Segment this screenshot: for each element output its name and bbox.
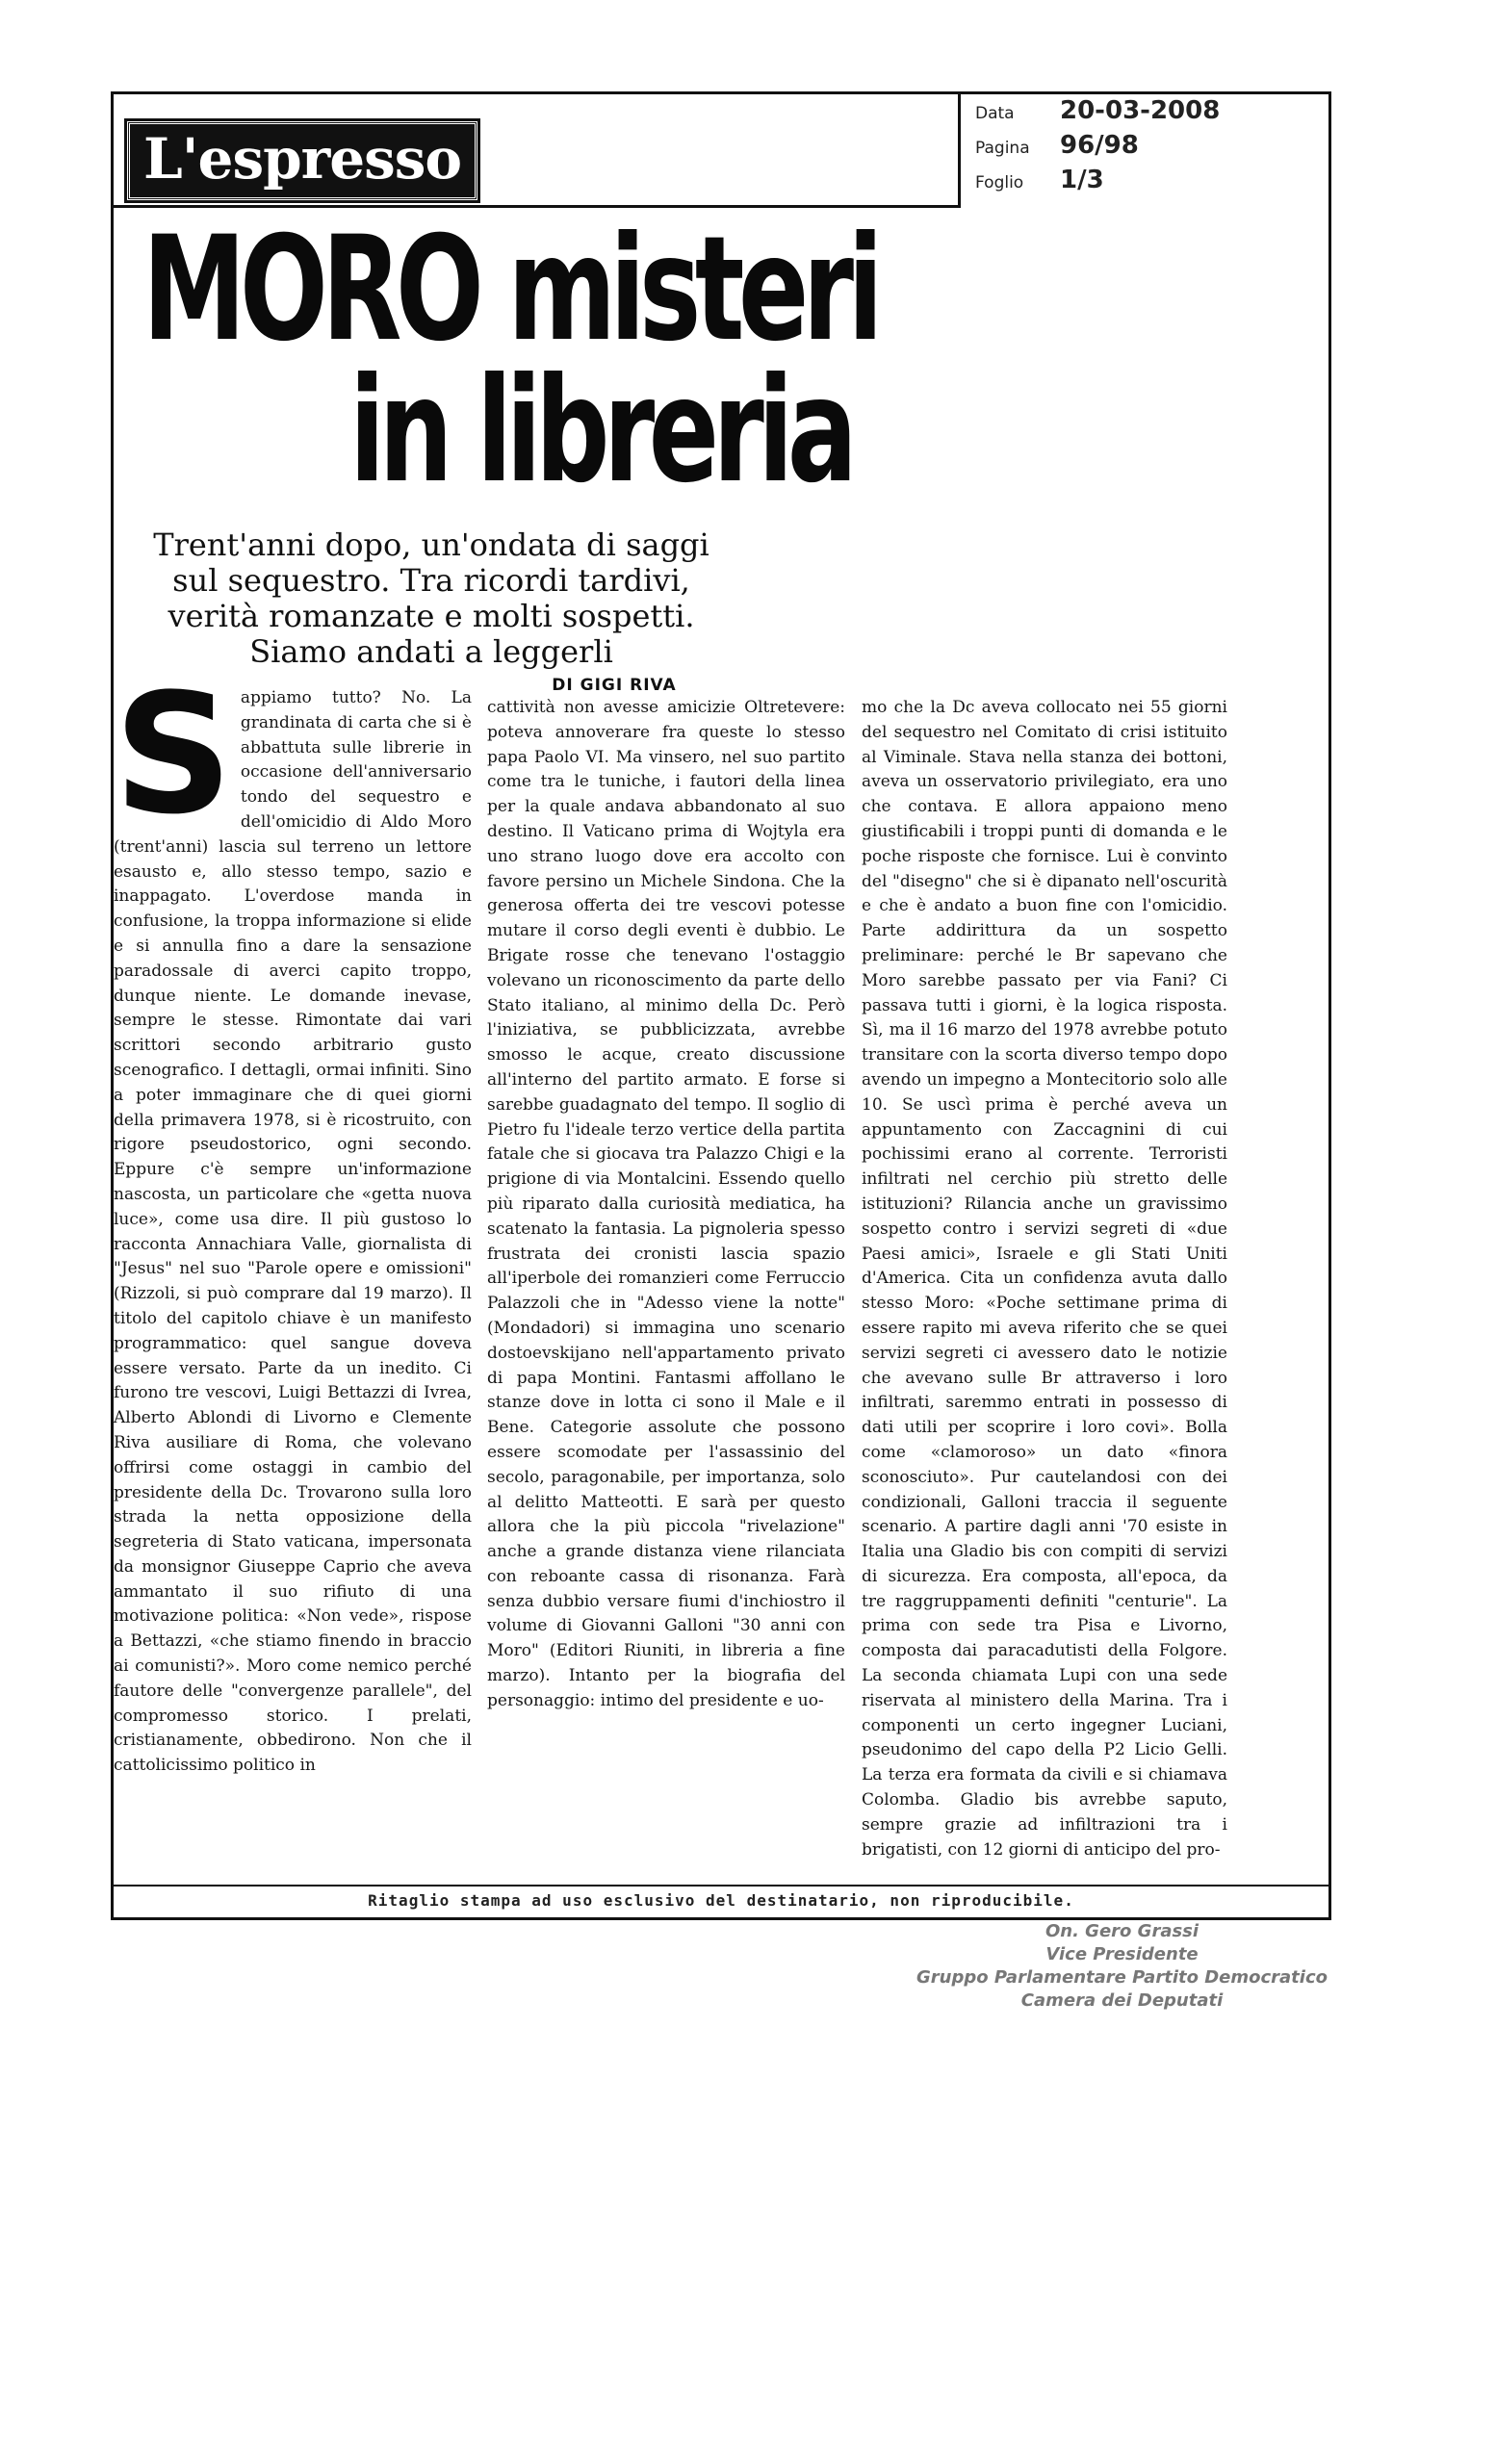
headline-line-2: in libreria [349, 347, 852, 515]
meta-foglio-value: 1/3 [1060, 166, 1104, 194]
meta-data-row [975, 96, 1220, 131]
clip-metadata [975, 94, 1322, 208]
meta-pagina-value: 96/98 [1060, 131, 1139, 160]
clipping-frame [111, 91, 1331, 1920]
column-2-text: cattività non avesse amicizie Oltretevere: poteva annoverare fra queste lo stesso papa Paolo VI. Ma vinsero, nel suo partito come tra le tuniche, i fautori della linea per la quale andava abbandonato al suo destino. Il Vaticano prima di Wojtyla era uno strano luogo dove era accolto con favore persino un Michele Sindona. Che la generosa offerta dei tre vescovi potesse mutare il corso degli eventi è dubbio. Le Brigate rosse che tenevano l'ostaggio volevano un riconoscimento da parte dello Stato italiano, al minimo della Dc. Però l'iniziativa, se pubblicizzata, avrebbe smosso le acque, creato discussione all'interno del partito armato. E forse si sarebbe guadagnato del tempo. Il soglio di Pietro fu l'ideale terzo vertice della partita fatale che si giocava tra Palazzo Chigi e la prigione di via Montalcini. Essendo quello più riparato dalla curiosità mediatica, ha scatenato la fantasia. La pignoleria spesso frustrata dei cronisti lascia spazio all'iperbole dei romanzieri come Ferruccio Palazzoli che in "Adesso viene la notte" (Mondadori) si immagina uno scenario dostoevskijano nell'appartamento privato di papa Montini. Fantasmi affollano le stanze dove in lotta ci sono il Male e il Bene. Categorie assolute che possono essere scomodate per l'assassinio del secolo, paragonabile, per importanza, solo al delitto Matteotti. E sarà per questo allora che la più piccola "rivelazione" anche a grande distanza viene rilanciata con reboante cassa di risonanza. Farà senza dubbio versare fiumi d'inchiostro il volume di Giovanni Galloni "30 anni con Moro" (Editori Riuniti, in libreria a fine marzo). Intanto per la biografia del personaggio: intimo del presidente e uo- [487, 698, 845, 1710]
reproduction-notice: Ritaglio stampa ad uso esclusivo del destinatario, non riproducibile. [114, 1885, 1328, 1917]
article-column-3 [862, 696, 1227, 1862]
meta-foglio-label: Foglio [975, 173, 1024, 192]
headline-line-1: MORO misteri [142, 206, 878, 373]
meta-pagina-row [975, 131, 1139, 166]
signature-role: Vice Presidente [1045, 1944, 1199, 1964]
signature-stamp [916, 1920, 1328, 2013]
byline: DI GIGI RIVA [552, 676, 677, 695]
meta-pagina-label: Pagina [975, 139, 1030, 158]
signature-chamber: Camera dei Deputati [1020, 1990, 1224, 2011]
signature-name: On. Gero Grassi [1045, 1921, 1199, 1941]
article-column-2 [487, 696, 845, 1714]
meta-foglio-row [975, 166, 1104, 200]
meta-data-value: 20-03-2008 [1060, 96, 1221, 125]
meta-data-label: Data [975, 104, 1015, 123]
article-column-1 [114, 657, 472, 1779]
deck-subtitle: Trent'anni dopo, un'ondata di saggi sul sequestro. Tra ricordi tardivi, verità romanzate e molti sospetti. Siamo andati a leggerli [153, 526, 709, 670]
column-3-text: mo che la Dc aveva collocato nei 55 giorni del sequestro nel Comitato di crisi istituito al Viminale. Stava nella stanza dei bottoni, aveva un osservatorio privilegiato, era uno che contava. E allora appaiono meno giustificabili i troppi punti di domanda e le poche risposte che fornisce. Lui è convinto del "disegno" che si è dipanato nell'oscurità e che è andato a buon fine con l'omicidio. Parte addirittura da un sospetto preliminare: perché le Br sapevano che Moro sarebbe passato per via Fani? Ci passava tutti i giorni, è la logica risposta. Sì, ma il 16 marzo del 1978 avrebbe potuto transitare con la scorta diverso tempo dopo avendo un impegno a Montecitorio solo alle 10. Se uscì prima è perché aveva un appuntamento con Zaccagnini di cui pochissimi erano al corrente. Terroristi infiltrati nel cerchio più stretto delle istituzioni? Rilancia anche un gravissimo sospetto contro i servizi segreti di «due Paesi amici», Israele e gli Stati Uniti d'America. Cita un confidenza avuta dallo stesso Moro: «Poche settimane prima di essere rapito mi aveva riferito che se quei servizi segreti ci avessero dato le notizie che avevano sulle Br attraverso i loro infiltrati, saremmo entrati in possesso di dati utili per scoprire i loro covi». Bolla come «clamoroso» un dato «finora sconosciuto». Pur cautelandosi con dei condizionali, Galloni traccia il seguente scenario. A partire dagli anni '70 esiste in Italia una Gladio bis con compiti di servizi di sicurezza. Era composta, all'epoca, da tre raggruppamenti definiti "centurie". La prima con sede tra Pisa e Livorno, composta dai paracadutisti della Folgore. La seconda chiamata Lupi con una sede riservata al ministero della Marina. Tra i componenti un certo ingegner Luciani, pseudonimo del capo della P2 Licio Gelli. La terza era formata da civili e si chiamava Colomba. Gladio bis avrebbe saputo, sempre grazie ad infiltrazioni tra i brigatisti, con 12 giorni di anticipo del pro- [862, 698, 1227, 1860]
headline [142, 206, 1105, 515]
espresso-logo: L'espresso [127, 121, 477, 200]
signature-group: Gruppo Parlamentare Partito Democratico [916, 1967, 1328, 1988]
column-1-text: appiamo tutto? No. La grandinata di carta che si è abbattuta sulle librerie in occasione dell'anniversario tondo del sequestro e dell'omicidio di Aldo Moro (trent'anni) lascia sul terreno un lettore esausto e, allo stesso tempo, sazio e inappagato. L'overdose manda in confusione, la troppa informazione si elide e si annulla fino a dare la sensazione paradossale di averci capito troppo, dunque niente. Le domande inevase, sempre le stesse. Rimontate dai vari scrittori secondo arbitrario gusto scenografico. I dettagli, ormai infiniti. Sino a poter immaginare che di quei giorni della primavera 1978, si è ricostruito, con rigore pseudostorico, ogni secondo. Eppure c'è sempre un'informazione nascosta, un particolare che «getta nuova luce», come usa dire. Il più gustoso lo racconta Annachiara Valle, giornalista di "Jesus" nel suo "Parole opere e omissioni" (Rizzoli, si può comprare dal 19 marzo). Il titolo del capitolo chiave è un manifesto programmatico: quel sangue doveva essere versato. Parte da un inedito. Ci furono tre vescovi, Luigi Bettazzi di Ivrea, Alberto Ablondi di Livorno e Clemente Riva ausiliare di Roma, che volevano offrirsi come ostaggi in cambio del presidente della Dc. Trovarono sulla loro strada la netta opposizione della segreteria di Stato vaticana, impersonata da monsignor Giuseppe Caprio che aveva ammantato il suo rifiuto di una motivazione politica: «Non vede», rispose a Bettazzi, «che stiamo finendo in braccio ai comunisti?». Moro come nemico perché fautore delle "convergenze parallele", del compromesso storico. I prelati, cristianamente, obbedirono. Non che il cattolicissimo politico in [114, 688, 472, 1776]
drop-cap: S [114, 657, 233, 851]
masthead-box [114, 94, 961, 208]
